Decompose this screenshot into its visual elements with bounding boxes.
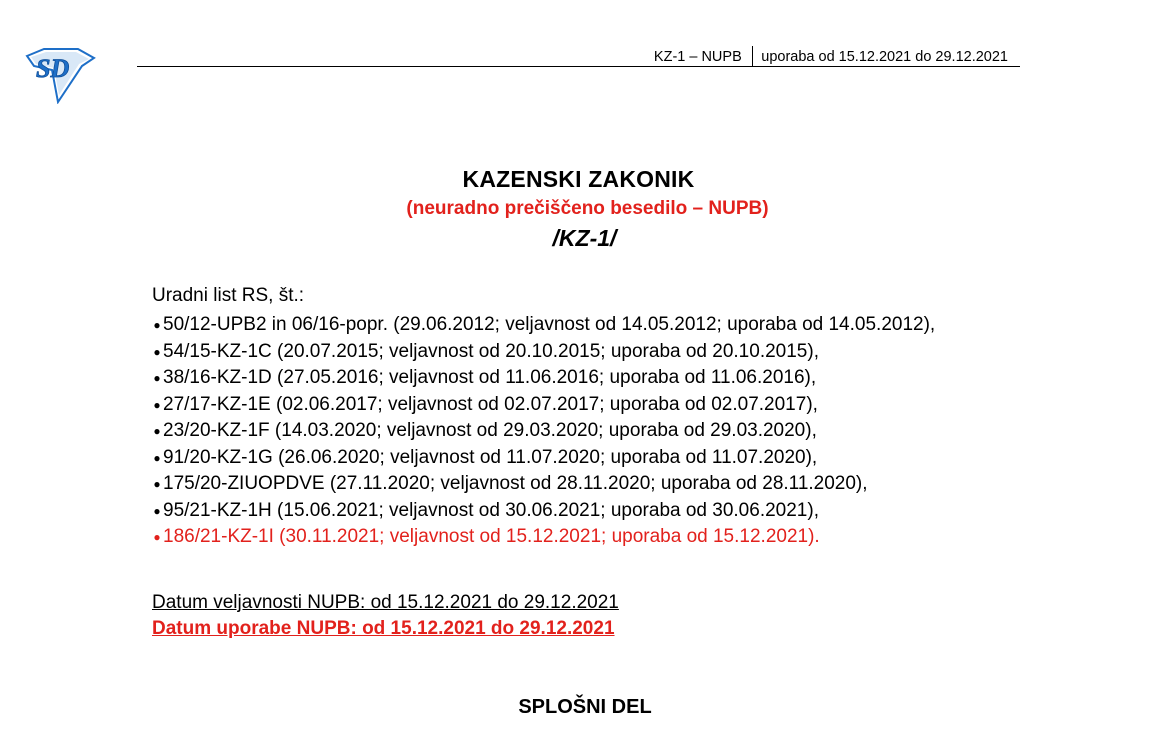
entry-text: 175/20-ZIUOPDVE (27.11.2020; veljavnost od 28.11.2020; uporaba od 28.11.2020),	[163, 473, 868, 494]
entry-text: 186/21-KZ-1I (30.11.2021; veljavnost od 15.12.2021; uporaba od 15.12.2021).	[163, 526, 820, 547]
bullet-icon: ●	[153, 318, 161, 332]
gazette-entries-list	[138, 312, 1038, 551]
entry-text: 54/15-KZ-1C (20.07.2015; veljavnost od 20.10.2015; uporaba od 20.10.2015),	[163, 340, 819, 362]
document-subtitle: (neuradno prečiščeno besedilo – NUPB)	[406, 198, 769, 219]
bullet-icon: ●	[153, 503, 161, 518]
header-document-id: KZ-1 – NUPB	[653, 49, 742, 65]
bullet-icon: ●	[153, 477, 161, 491]
document-abbreviation: /KZ-1/	[552, 225, 617, 251]
list-item	[138, 471, 1038, 498]
entry-text: 27/17-KZ-1E (02.06.2017; veljavnost od 02.07.2017; uporaba od 02.07.2017),	[163, 393, 818, 415]
gazette-label: Uradni list RS, št.:	[152, 285, 305, 306]
bullet-icon: ●	[153, 371, 161, 385]
section-heading: SPLOŠNI DEL	[518, 696, 652, 718]
page-header	[137, 44, 1020, 67]
header-separator	[752, 46, 754, 66]
list-item	[138, 445, 1038, 472]
application-date: Datum uporabe NUPB: od 15.12.2021 do 29.12.2021	[152, 618, 615, 639]
list-item-current	[138, 524, 1038, 551]
list-item	[138, 365, 1038, 392]
sd-logo-icon	[22, 46, 96, 104]
entry-text: 91/20-KZ-1G (26.06.2020; veljavnost od 11.07.2020; uporaba od 11.07.2020),	[163, 446, 818, 468]
entry-text: 38/16-KZ-1D (27.05.2016; veljavnost od 11.06.2016; uporaba od 11.06.2016),	[163, 367, 817, 388]
bullet-icon: ●	[153, 530, 161, 544]
bullet-icon: ●	[153, 450, 161, 465]
list-item	[138, 339, 1038, 366]
document-title: KAZENSKI ZAKONIK	[462, 166, 695, 192]
entry-text: 23/20-KZ-1F (14.03.2020; veljavnost od 29.03.2020; uporaba od 29.03.2020),	[163, 420, 817, 441]
list-item	[138, 312, 1038, 339]
list-item	[138, 418, 1038, 445]
list-item	[138, 392, 1038, 419]
header-validity: uporaba od 15.12.2021 do 29.12.2021	[761, 49, 1008, 65]
svg-text:SD: SD	[36, 54, 70, 83]
bullet-icon: ●	[153, 397, 161, 412]
header-text	[654, 46, 1008, 66]
entry-text: 95/21-KZ-1H (15.06.2021; veljavnost od 30.06.2021; uporaba od 30.06.2021),	[163, 499, 819, 521]
bullet-icon: ●	[153, 344, 161, 359]
entry-text: 50/12-UPB2 in 06/16-popr. (29.06.2012; veljavnost od 14.05.2012; uporaba od 14.05.2012),	[163, 314, 936, 335]
validity-date: Datum veljavnosti NUPB: od 15.12.2021 do 29.12.2021	[152, 592, 619, 613]
list-item	[138, 498, 1038, 525]
bullet-icon: ●	[153, 424, 161, 438]
